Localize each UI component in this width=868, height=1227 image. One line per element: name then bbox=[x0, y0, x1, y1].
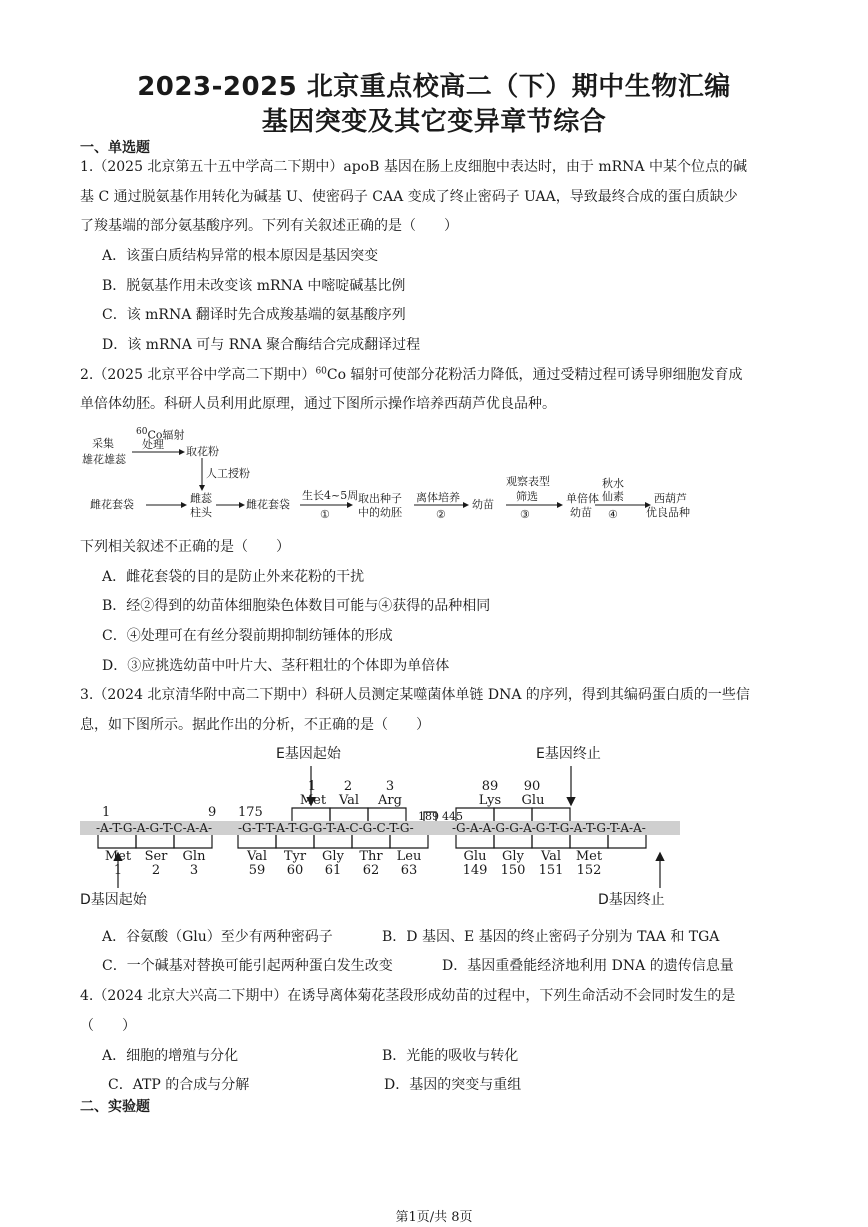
e-aa-num-1: 1 bbox=[307, 779, 317, 794]
q3-dna-diagram bbox=[80, 742, 690, 914]
pos-1: 1 bbox=[102, 805, 111, 820]
d-aa-3: Gln bbox=[182, 849, 206, 864]
dna-seq-2: -G-T-T-A-T-G-G-T-A-C-G-C-T-G- bbox=[238, 821, 414, 835]
d-aa-num-152: 152 bbox=[576, 863, 602, 878]
d-aa-61: Gly bbox=[322, 849, 344, 864]
e-aa-num-89: 89 bbox=[481, 779, 499, 794]
d-aa-63: Leu bbox=[396, 849, 422, 864]
flow-grow: 生长4~5周 bbox=[302, 489, 359, 502]
d-aa-num-2: 2 bbox=[151, 863, 161, 878]
d-aa-num-151: 151 bbox=[538, 863, 564, 878]
flow-stigma1: 雌蕊 bbox=[190, 492, 212, 505]
flow-colch2: 仙素 bbox=[602, 490, 624, 503]
d-aa-60: Tyr bbox=[283, 849, 307, 864]
e-aa-90: Glu bbox=[521, 793, 545, 808]
q2-stem-sup: 60 bbox=[315, 366, 327, 377]
e-aa-89: Lys bbox=[478, 793, 502, 808]
q3-option-b: B．D 基因、E 基因的终止密码子分别为 TAA 和 TGA bbox=[382, 929, 720, 945]
flow-haploid2: 幼苗 bbox=[570, 506, 592, 519]
section-single-choice: 一、单选题 bbox=[80, 140, 150, 156]
q4-option-d: D．基因的突变与重组 bbox=[384, 1077, 522, 1093]
flow-circle4: ④ bbox=[608, 508, 618, 521]
dna-seq-3: -G-A-A-G-G-A-G-T-G-A-T-G-T-A-A- bbox=[452, 821, 646, 835]
e-aa-num-90: 90 bbox=[523, 779, 541, 794]
flow-result1: 西葫芦 bbox=[654, 492, 687, 505]
q2-stem-line2: 单倍体幼胚。科研人员利用此原理，通过下图所示操作培养西葫芦优良品种。 bbox=[80, 396, 556, 412]
d-aa-num-60: 60 bbox=[286, 863, 304, 878]
flow-treat: 处理 bbox=[142, 438, 164, 451]
d-aa-num-1: 1 bbox=[113, 863, 123, 878]
flow-pollen: 取花粉 bbox=[186, 445, 219, 458]
e-gene-end-label: E基因终止 bbox=[536, 746, 601, 762]
q2-stem-pre: 2.（2025 北京平谷中学高二下期中） bbox=[80, 367, 316, 383]
q1-option-d: D．该 mRNA 可与 RNA 聚合酶结合完成翻译过程 bbox=[102, 337, 421, 353]
e-aa-num-2: 2 bbox=[343, 779, 353, 794]
e-aa-3: Arg bbox=[378, 793, 402, 808]
q3-option-a: A．谷氨酸（Glu）至少有两种密码子 bbox=[102, 929, 333, 945]
flow-stigma2: 柱头 bbox=[190, 506, 212, 519]
d-aa-num-150: 150 bbox=[500, 863, 526, 878]
q2-option-b: B．经②得到的幼苗体细胞染色体数目可能与④获得的品种相同 bbox=[102, 598, 491, 614]
q4-option-a: A．细胞的增殖与分化 bbox=[102, 1048, 239, 1064]
page-title: 2023-2025 北京重点校高二（下）期中生物汇编 bbox=[137, 72, 731, 102]
flow-colch1: 秋水 bbox=[602, 477, 624, 490]
flow-male: 雄花雄蕊 bbox=[82, 453, 126, 466]
page-footer: 第1页/共 8页 bbox=[395, 1210, 473, 1225]
q4-option-c: C．ATP 的合成与分解 bbox=[108, 1077, 250, 1093]
q3-option-c: C．一个碱基对替换可能引起两种蛋白发生改变 bbox=[102, 958, 393, 974]
flow-seedling: 幼苗 bbox=[472, 498, 494, 511]
q2-stem-line1 bbox=[80, 364, 792, 384]
e-aa-num-3: 3 bbox=[385, 779, 395, 794]
q2-option-c: C．④处理可在有丝分裂前期抑制纺锤体的形成 bbox=[102, 628, 393, 644]
flow-screen: 筛选 bbox=[516, 490, 538, 503]
d-aa-62: Thr bbox=[359, 849, 383, 864]
q4-stem-line2: （ ） bbox=[80, 1018, 136, 1034]
pos-9: 9 bbox=[208, 805, 217, 820]
d-aa-num-61: 61 bbox=[324, 863, 342, 878]
d-aa-149: Glu bbox=[463, 849, 487, 864]
q1-option-a: A．该蛋白质结构异常的根本原因是基因突变 bbox=[102, 248, 379, 264]
flow-culture: 离体培养 bbox=[416, 491, 460, 504]
q3-stem-line2: 息，如下图所示。据此作出的分析，不正确的是（ ） bbox=[80, 717, 430, 733]
flow-circle1: ① bbox=[320, 508, 330, 521]
d-aa-num-149: 149 bbox=[462, 863, 488, 878]
q2-stem-post: Co 辐射可使部分花粉活力降低，通过受精过程可诱导卵细胞发育成 bbox=[326, 367, 743, 383]
d-gene-start-label: D基因起始 bbox=[80, 892, 147, 908]
q2-question: 下列相关叙述不正确的是（ ） bbox=[80, 539, 290, 555]
flow-co-sup: 60 bbox=[136, 427, 148, 437]
e-aa-2: Val bbox=[338, 793, 360, 808]
flow-take1: 取出种子 bbox=[358, 492, 402, 505]
page-subtitle: 基因突变及其它变异章节综合 bbox=[261, 107, 607, 137]
q4-option-b: B．光能的吸收与转化 bbox=[382, 1048, 519, 1064]
d-aa-num-59: 59 bbox=[248, 863, 266, 878]
pos-445: 445 bbox=[442, 810, 463, 823]
dna-seq-1: -A-T-G-A-G-T-C-A-A- bbox=[96, 821, 213, 835]
flow-female-bag2: 雌花套袋 bbox=[246, 498, 290, 511]
section-experiment: 二、实验题 bbox=[80, 1099, 150, 1115]
q2-option-d: D．③应挑选幼苗中叶片大、茎秆粗壮的个体即为单倍体 bbox=[102, 658, 450, 674]
d-aa-59: Val bbox=[246, 849, 268, 864]
d-aa-num-3: 3 bbox=[189, 863, 199, 878]
d-aa-2: Ser bbox=[144, 849, 168, 864]
q3-option-d: D．基因重叠能经济地利用 DNA 的遗传信息量 bbox=[442, 958, 734, 974]
flow-collect: 采集 bbox=[92, 437, 114, 450]
pos-175: 175 bbox=[238, 805, 263, 820]
d-aa-151: Val bbox=[540, 849, 562, 864]
flow-take2: 中的幼胚 bbox=[358, 506, 402, 519]
flow-circle3: ③ bbox=[520, 508, 530, 521]
flow-artificial: 人工授粉 bbox=[206, 467, 250, 480]
d-aa-152: Met bbox=[575, 849, 603, 864]
q4-stem-line1: 4.（2024 北京大兴高二下期中）在诱导离体菊花茎段形成幼苗的过程中，下列生命活动不会同时发生的是 bbox=[80, 988, 736, 1004]
d-aa-num-63: 63 bbox=[400, 863, 418, 878]
flow-observe: 观察表型 bbox=[506, 475, 550, 488]
flow-haploid1: 单倍体 bbox=[566, 492, 599, 505]
q2-option-a: A．雌花套袋的目的是防止外来花粉的干扰 bbox=[102, 569, 365, 585]
q1-stem-line2: 基 C 通过脱氨基作用转化为碱基 U、使密码子 CAA 变成了终止密码子 UAA，导致最终合成的蛋白质缺少 bbox=[80, 189, 738, 205]
flow-female-bag: 雌花套袋 bbox=[90, 498, 134, 511]
flow-co-rest: Co辐射 bbox=[147, 428, 185, 442]
d-aa-150: Gly bbox=[502, 849, 524, 864]
pos-189: 189 bbox=[418, 810, 439, 823]
d-aa-num-62: 62 bbox=[362, 863, 380, 878]
q1-option-b: B．脱氨基作用未改变该 mRNA 中嘧啶碱基比例 bbox=[102, 278, 406, 294]
flow-result2: 优良品种 bbox=[646, 506, 690, 519]
d-gene-end-label: D基因终止 bbox=[598, 892, 665, 908]
d-aa-1: Met bbox=[104, 849, 132, 864]
q3-stem-line1: 3.（2024 北京清华附中高二下期中）科研人员测定某噬菌体单链 DNA 的序列，得到其编码蛋白质的一些信 bbox=[80, 687, 750, 703]
q2-flow-diagram bbox=[80, 420, 720, 525]
flow-circle2: ② bbox=[436, 508, 446, 521]
e-gene-start-label: E基因起始 bbox=[276, 746, 341, 762]
q1-option-c: C．该 mRNA 翻译时先合成羧基端的氨基酸序列 bbox=[102, 307, 406, 323]
q1-stem-line3: 了羧基端的部分氨基酸序列。下列有关叙述正确的是（ ） bbox=[80, 218, 458, 234]
q1-stem-line1: 1.（2025 北京第五十五中学高二下期中）apoB 基因在肠上皮细胞中表达时，由于 mRNA 中某个位点的碱 bbox=[80, 159, 747, 175]
e-aa-1: Met bbox=[299, 793, 327, 808]
